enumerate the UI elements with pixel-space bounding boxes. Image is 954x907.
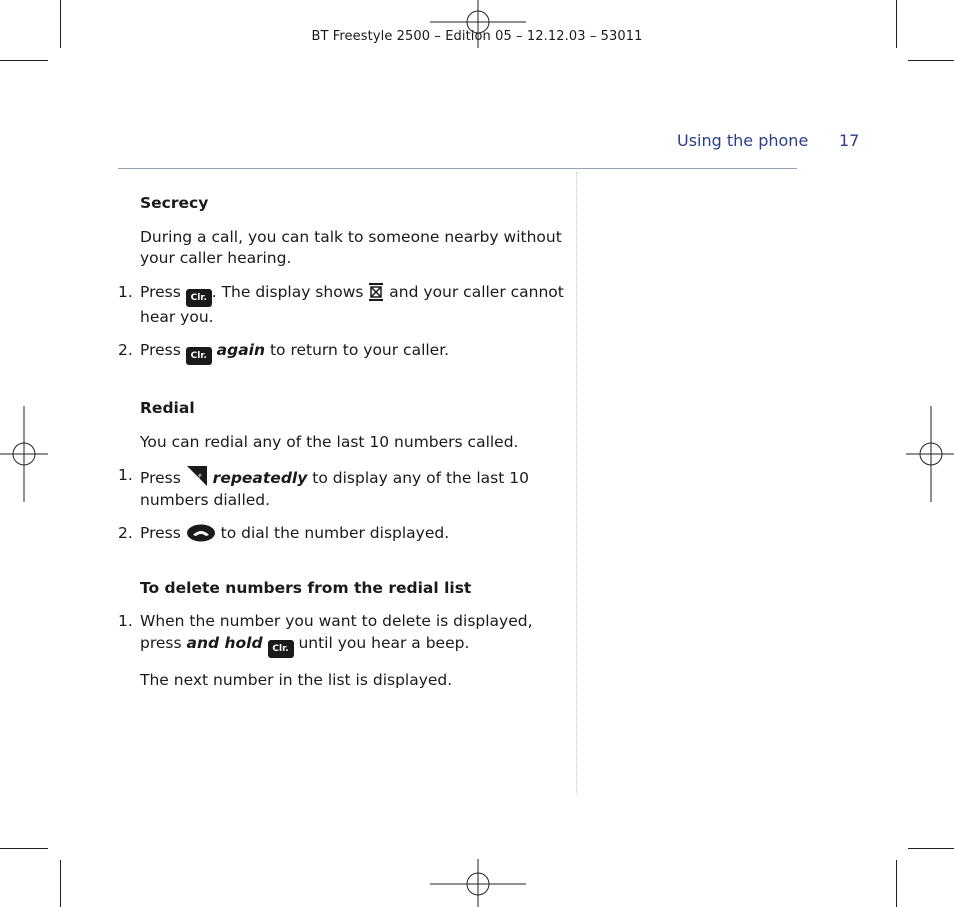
list-item: 2. Press to dial the number displayed. xyxy=(118,524,450,542)
crop-mark xyxy=(0,848,48,849)
list-item: 1. Press R repeatedly to display any of the last 10 numbers dialled. xyxy=(118,466,529,509)
secrecy-intro: During a call, you can talk to someone nearby without your caller hearing. xyxy=(140,227,562,267)
crop-mark xyxy=(908,848,954,849)
heading-secrecy: Secrecy xyxy=(140,194,209,212)
main-content xyxy=(118,193,568,691)
column-divider xyxy=(576,172,577,794)
heading-redial: Redial xyxy=(140,399,195,417)
print-slug: BT Freestyle 2500 – Edition 05 – 12.12.03 – 53011 xyxy=(311,29,643,44)
header-rule xyxy=(118,168,797,169)
registration-mark-icon xyxy=(0,406,48,502)
secrecy-icon xyxy=(368,283,384,301)
heading-delete: To delete numbers from the redial list xyxy=(140,578,472,597)
list-item: 2. Press Clr. again to return to your caller. xyxy=(118,340,568,365)
clear-key-icon: Clr. xyxy=(186,347,212,365)
svg-text:R: R xyxy=(195,472,203,480)
clear-key-icon: Clr. xyxy=(268,640,294,658)
clear-key-icon: Clr. xyxy=(186,289,212,307)
registration-mark-icon xyxy=(906,406,954,502)
crop-mark xyxy=(896,860,897,907)
section-title: Using the phone xyxy=(677,131,809,150)
crop-mark xyxy=(60,860,61,907)
list-item: 1. When the number you want to delete is displayed, press and hold Clr. until you hear a beep. xyxy=(118,611,568,658)
talk-icon xyxy=(186,524,216,542)
redial-icon xyxy=(186,465,208,487)
page-number: 17 xyxy=(839,131,860,150)
crop-mark xyxy=(908,60,954,61)
list-item: 1. Press Clr. . The display shows and your caller cannot hear you. xyxy=(118,282,564,326)
registration-mark-icon xyxy=(430,859,526,907)
delete-note: The next number in the list is displayed. xyxy=(140,670,453,689)
redial-intro: You can redial any of the last 10 numbers called. xyxy=(140,432,519,451)
crop-mark xyxy=(0,60,48,61)
